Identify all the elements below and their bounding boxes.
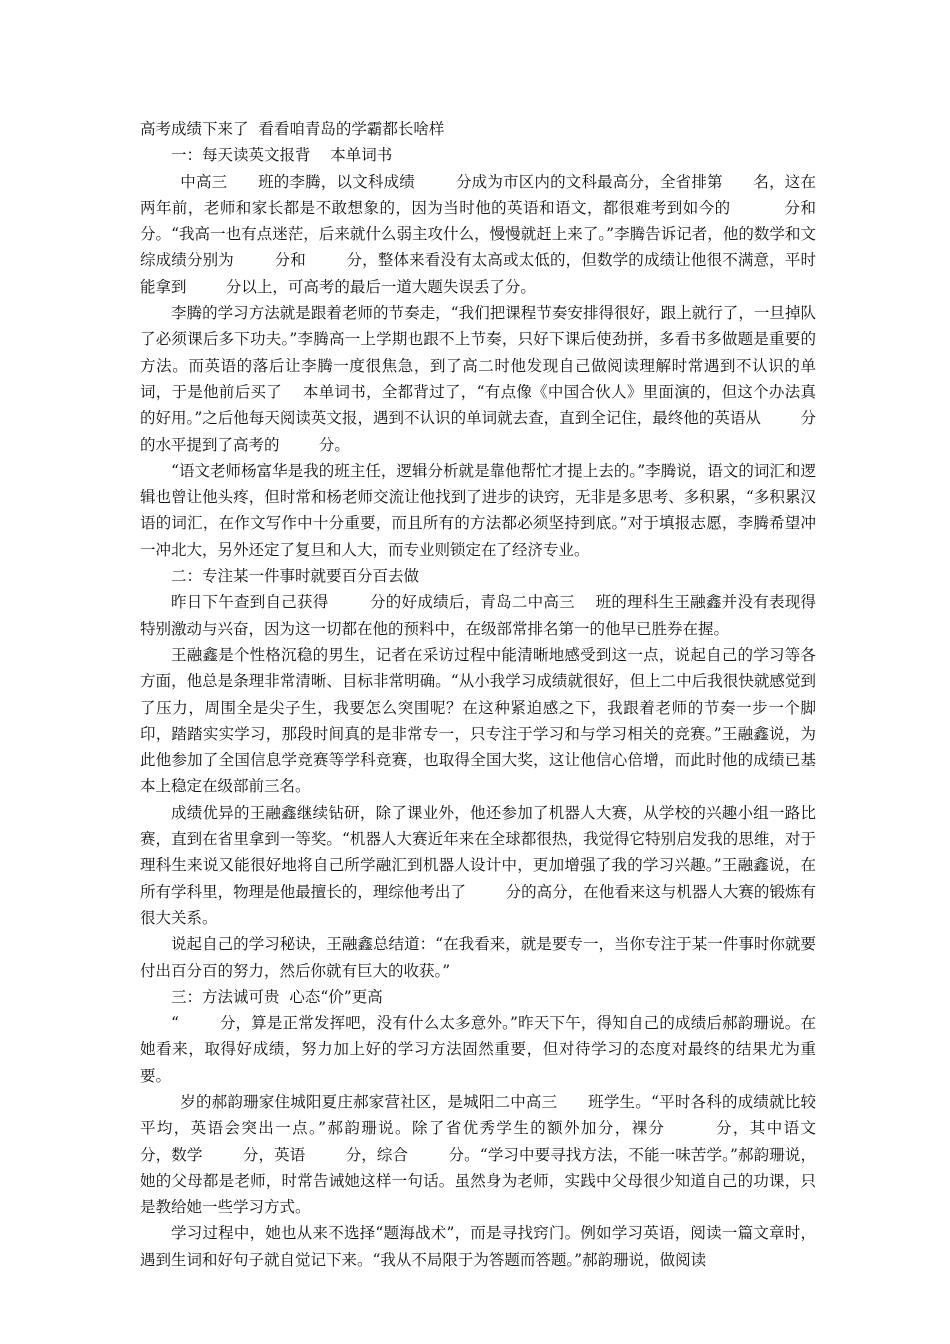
document-title: 高考成绩下来了 看看咱青岛的学霸都长啥样 xyxy=(140,120,445,138)
paragraph: 昨日下午查到自己获得 分的好成绩后，青岛二中高三 班的理科生王融鑫并没有表现得特别激动与兴奋，因为这一切都在他的预料中，在级部常排名第一的他早已胜券在握。 xyxy=(140,593,816,638)
paragraph: 成绩优异的王融鑫继续钻研，除了课业外，他还参加了机器人大赛，从学校的兴趣小组一路比赛，直到在省里拿到一等奖。“机器人大赛近年来在全球都很热，我觉得它特别启发我的思维，对于理科生来说又能很好地将自己所学融汇到机器人设计中，更加增强了我的学习兴趣。”王融鑫说，在所有学科里，物理是他最擅长的，理综他考出了 分的高分，在他看来这与机器人大赛的锻炼有很大关系。 xyxy=(140,803,816,927)
paragraph: 中高三 班的李腾，以文科成绩 分成为市区内的文科最高分，全省排第 名，这在两年前，老师和家长都是不敢想象的，因为当时他的英语和语文，都很难考到如今的 分和 分。“我高一也有点迷茫，后来就什么弱主攻什么，慢慢就赶上来了。”李腾告诉记者，他的数学和文综成绩分别为 分和 分，整体来看没有太高或太低的，但数学的成绩让他很不满意，平时能拿到 分以上，可高考的最后一道大题失误丢了分。 xyxy=(140,172,856,296)
section-heading-2: 二：专注某一件事时就要百分百去做 xyxy=(171,567,420,586)
document-body xyxy=(140,116,856,1273)
paragraph: 学习过程中，她也从来不选择“题海战术”，而是寻找窍门。例如学习英语，阅读一篇文章时，遇到生词和好句子就自觉记下来。“我从不局限于为答题而答题。”郝韵珊说，做阅读 xyxy=(140,1224,816,1269)
paragraph: “ 分，算是正常发挥吧，没有什么太多意外。”昨天下午，得知自己的成绩后郝韵珊说。在她看来，取得好成绩，努力加上好的学习方法固然重要，但对待学习的态度对最终的结果尤为重要。 xyxy=(140,1014,816,1085)
paragraph: 岁的郝韵珊家住城阳夏庄郝家营社区，是城阳二中高三 班学生。“平时各科的成绩就比较平均，英语会突出一点。”郝韵珊说。除了省优秀学生的额外加分，裸分 分，其中语文 分，数学 分，英语 分，综合 分。“学习中要寻找方法，不能一味苦学。”郝韵珊说，她的父母都是老师，时常告诫她这样一句话。虽然身为老师，实践中父母很少知道自己的功课，只是教给她一些学习方式。 xyxy=(140,1092,856,1217)
section-heading-3: 三：方法诚可贵 心态“价”更高 xyxy=(171,987,383,1006)
paragraph: 王融鑫是个性格沉稳的男生，记者在采访过程中能清晰地感受到这一点，说起自己的学习等各方面，他总是条理非常清晰、目标非常明确。“从小我学习成绩就很好，但上二中后我很快就感觉到了压力，周围全是尖子生，我要怎么突围呢？在这种紧迫感之下，我跟着老师的节奏一步一个脚印，踏踏实实学习，那段时间真的是非常专一，只专注于学习和与学习相关的竞赛。”王融鑫说，为此他参加了全国信息学竞赛等学科竞赛，也取得全国大奖，这让他信心倍增，而此时他的成绩已基本上稳定在级部前三名。 xyxy=(140,645,816,796)
paragraph: 说起自己的学习秘诀，王融鑫总结道：“在我看来，就是要专一，当你专注于某一件事时你就要付出百分百的努力，然后你就有巨大的收获。” xyxy=(140,935,816,980)
paragraph: 李腾的学习方法就是跟着老师的节奏走，“我们把课程节奏安排得很好，跟上就行了，一旦掉队了必须课后多下功夫。”李腾高一上学期也跟不上节奏，只好下课后使劲拼，多看书多做题是重要的方法。而英语的落后让李腾一度很焦急，到了高二时他发现自己做阅读理解时常遇到不认识的单词，于是他前后买了 本单词书，全都背过了，“有点像《中国合伙人》里面演的，但这个办法真的好用。”之后他每天阅读英文报，遇到不认识的单词就去查，直到全记住，最终他的英语从 分的水平提到了高考的 分。 xyxy=(140,304,816,454)
paragraph: “语文老师杨富华是我的班主任，逻辑分析就是靠他帮忙才提上去的。”李腾说，语文的词汇和逻辑也曾让他头疼，但时常和杨老师交流让他找到了进步的诀窍，无非是多思考、多积累，“多积累汉语的词汇，在作文写作中十分重要，而且所有的方法都必须坚持到底。”对于填报志愿，李腾希望冲一冲北大，另外还定了复旦和人大，而专业则锁定在了经济专业。 xyxy=(140,461,816,559)
section-heading-1: 一：每天读英文报背 本单词书 xyxy=(171,146,393,165)
